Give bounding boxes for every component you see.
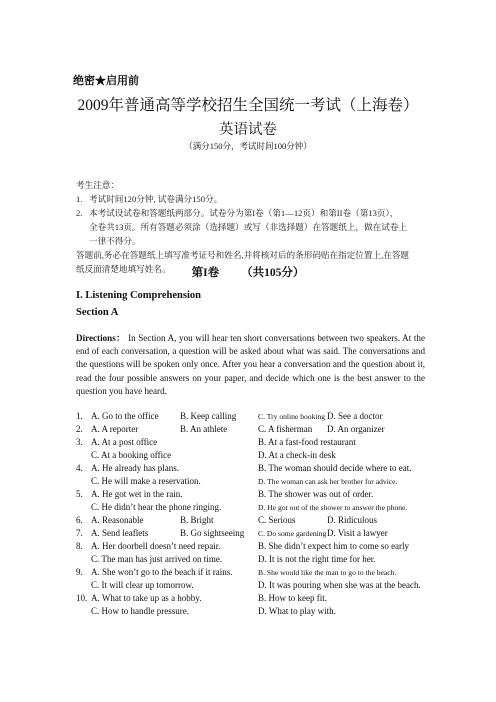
question-row bbox=[76, 566, 436, 579]
option-d: D. An organizer bbox=[327, 424, 385, 434]
option-c: C. How to handle pressure. bbox=[91, 606, 189, 616]
option-c: C. Serious bbox=[258, 515, 296, 525]
option-a: A. What to take up as a hobby. bbox=[91, 593, 202, 603]
option-c: C. At a booking office bbox=[91, 450, 172, 460]
question-number: 5. bbox=[76, 489, 83, 499]
exam-title: 2009年普通高等学校招生全国统一考试（上海卷） bbox=[77, 97, 419, 114]
option-b: B. Keep calling bbox=[180, 411, 237, 421]
option-a: A. At a post office bbox=[91, 437, 158, 447]
question-row bbox=[76, 514, 436, 527]
option-c: C. Do some gardening bbox=[258, 529, 327, 538]
note-number: 2. bbox=[76, 208, 83, 218]
option-c: C. He didn’t hear the phone ringing. bbox=[91, 502, 222, 512]
option-b: B. How to keep fit. bbox=[258, 593, 327, 603]
part-heading bbox=[0, 264, 496, 280]
note-number: 1. bbox=[76, 194, 83, 204]
confidential-label: 绝密★启用前 bbox=[73, 75, 139, 87]
question-row-continued bbox=[76, 553, 436, 566]
question-row bbox=[76, 527, 436, 540]
question-number: 6. bbox=[76, 515, 83, 525]
part-score: （共105分） bbox=[241, 267, 305, 279]
option-d: D. Visit a lawyer bbox=[327, 528, 388, 538]
option-d: D. The woman can ask her brother for advice. bbox=[258, 477, 398, 486]
option-d: D. It is not the right time for her. bbox=[258, 554, 376, 564]
option-d: D. Ridiculous bbox=[327, 515, 378, 525]
note-line: 一律不得分。 bbox=[89, 236, 141, 246]
option-b: B. The woman should decide where to eat. bbox=[258, 463, 412, 473]
option-a: A. He already has plans. bbox=[91, 463, 179, 473]
exam-meta: （满分150分，考试时间100分钟） bbox=[184, 141, 312, 151]
part-label: 第I卷 bbox=[191, 267, 220, 279]
question-row bbox=[76, 423, 436, 436]
directions-text: In Section A, you will hear ten short conversations between two speakers. At the end of each conversation, a question will be asked about what was said. The conversations and the questions will be spoken only once. After you hear a conversation and the question about it, read the four possible answers on your paper, and decide which one is the best answer to the question you have heard. bbox=[76, 333, 425, 396]
directions-paragraph bbox=[76, 332, 425, 398]
option-b: B. Bright bbox=[180, 515, 214, 525]
candidate-notes bbox=[76, 178, 409, 276]
note-line: 全卷共13页。所有答题必须涂（选择题）或写（非选择题）在答题纸上，做在试卷上 bbox=[89, 222, 407, 232]
question-row bbox=[76, 592, 436, 605]
note-item bbox=[76, 206, 409, 220]
option-a: A. Her doorbell doesn’t need repair. bbox=[91, 541, 221, 551]
option-a: A. She won’t go to the beach if it rains. bbox=[91, 567, 233, 577]
question-number: 3. bbox=[76, 437, 83, 447]
question-row bbox=[76, 540, 436, 553]
exam-subtitle: 英语试卷 bbox=[219, 122, 277, 138]
question-row-continued bbox=[76, 475, 436, 488]
notes-tail-line: 答题前,务必在答题纸上填写准考证号和姓名,并将核对后的条形码贴在指定位置上,在答题 bbox=[76, 250, 410, 260]
option-a: A. A reporter bbox=[91, 424, 139, 434]
question-row-continued bbox=[76, 501, 436, 514]
question-row bbox=[76, 436, 436, 449]
option-c: C. Try online booking bbox=[258, 412, 326, 421]
section-title: I. Listening Comprehension bbox=[76, 290, 201, 301]
option-b: B. She would like the man to go to the beach. bbox=[258, 568, 397, 577]
question-number: 9. bbox=[76, 567, 83, 577]
option-c: C. The man has just arrived on time. bbox=[91, 554, 223, 564]
option-a: A. Go to the office bbox=[91, 411, 159, 421]
question-row-continued bbox=[76, 579, 436, 592]
note-line: 考试时间120分钟, 试卷满分150分。 bbox=[89, 194, 223, 204]
question-row-continued bbox=[76, 605, 436, 618]
question-number: 8. bbox=[76, 541, 83, 551]
note-item bbox=[76, 192, 409, 206]
option-c: C. He will make a reservation. bbox=[91, 476, 201, 486]
notes-tail-line: 纸反面清楚地填写姓名。 bbox=[76, 264, 171, 274]
note-line: 本考试设试卷和答题纸两部分。试卷分为第I卷（第1—12页）和第II卷（第13页）， bbox=[89, 208, 399, 218]
question-row bbox=[76, 462, 436, 475]
option-a: A. Reasonable bbox=[91, 515, 144, 525]
question-number: 10. bbox=[76, 593, 88, 603]
directions-label: Directions： bbox=[76, 333, 126, 343]
option-a: A. He got wet in the rain. bbox=[91, 489, 183, 499]
question-number: 4. bbox=[76, 463, 83, 473]
option-b: B. At a fast-food restaurant bbox=[258, 437, 356, 447]
option-b: B. She didn’t expect him to come so early bbox=[258, 541, 410, 551]
question-row-continued bbox=[76, 449, 436, 462]
question-number: 1. bbox=[76, 411, 83, 421]
question-number: 7. bbox=[76, 528, 83, 538]
option-d: D. What to play with. bbox=[258, 606, 336, 616]
option-d: D. It was pouring when she was at the beach. bbox=[258, 580, 421, 590]
option-d: D. At a check-in desk bbox=[258, 450, 336, 460]
option-a: A. Send leaflets bbox=[91, 528, 149, 538]
option-d: D. See a doctor bbox=[327, 411, 383, 421]
subsection-title: Section A bbox=[76, 307, 119, 318]
option-b: B. An athlete bbox=[180, 424, 228, 434]
question-row bbox=[76, 488, 436, 501]
option-b: B. The shower was out of order. bbox=[258, 489, 374, 499]
question-number: 2. bbox=[76, 424, 83, 434]
question-list bbox=[76, 410, 436, 618]
option-c: C. A fisherman bbox=[258, 424, 313, 434]
notes-heading: 考生注意： bbox=[76, 180, 119, 190]
question-row bbox=[76, 410, 436, 423]
option-d: D. He got out of the shower to answer the phone. bbox=[258, 503, 408, 512]
option-b: B. Go sightseeing bbox=[180, 528, 245, 538]
option-c: C. It will clear up tomorrow. bbox=[91, 580, 194, 590]
